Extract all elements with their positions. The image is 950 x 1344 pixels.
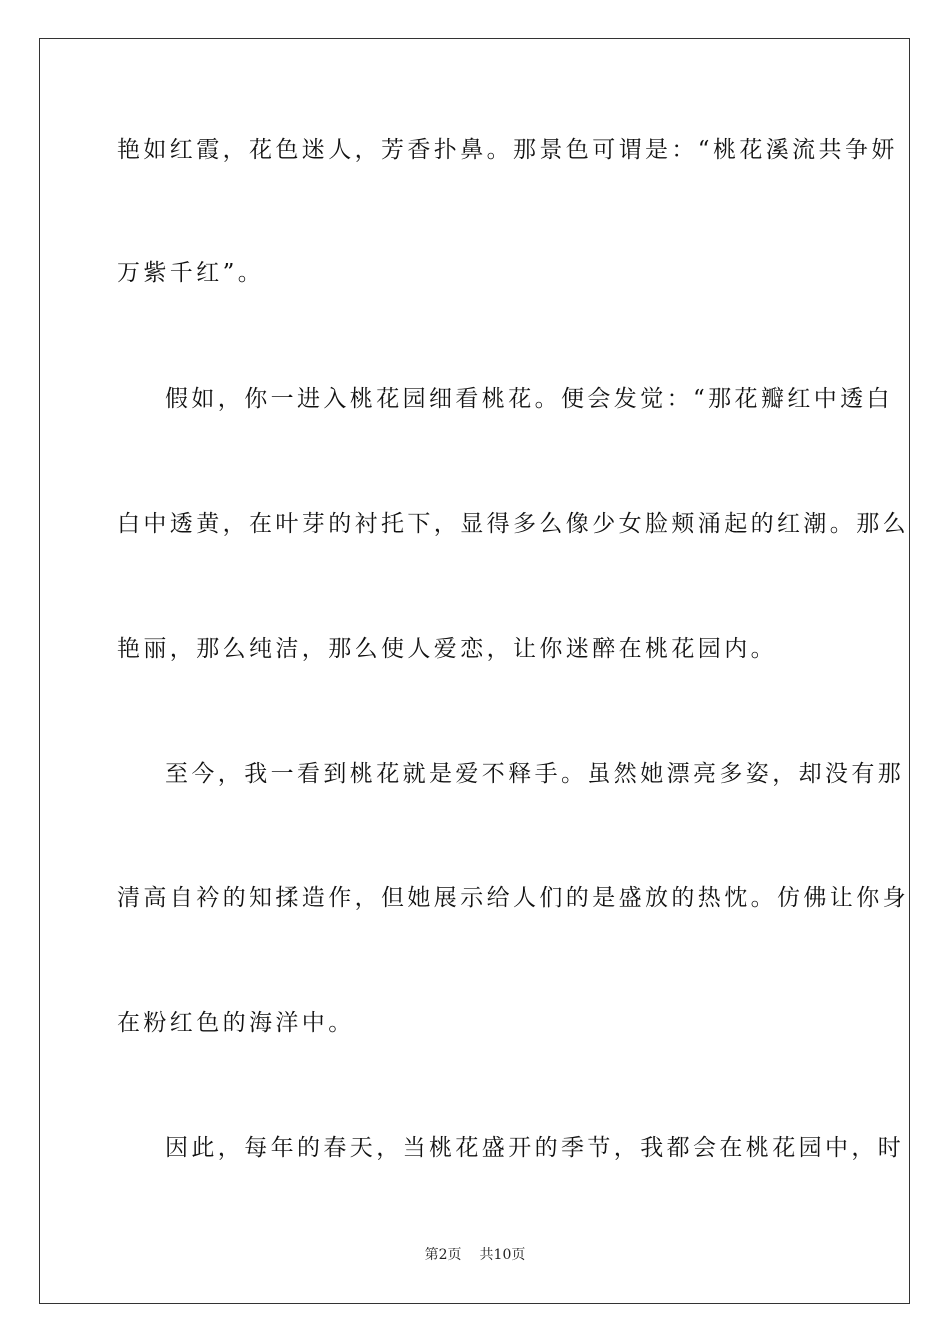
page-footer — [0, 1245, 950, 1265]
text-line-9: 因此，每年的春天，当桃花盛开的季节，我都会在桃花园中，时 — [165, 1135, 905, 1161]
text-line-3: 假如，你一进入桃花园细看桃花。便会发觉：“那花瓣红中透白 — [165, 386, 893, 412]
text-line-1: 艳如红霞，花色迷人，芳香扑鼻。那景色可谓是：“桃花溪流共争妍 — [117, 137, 898, 163]
text-line-6: 至今，我一看到桃花就是爱不释手。虽然她漂亮多姿，却没有那 — [165, 761, 905, 787]
text-line-7: 清高自衿的知揉造作，但她展示给人们的是盛放的热忱。仿佛让你身 — [117, 885, 909, 911]
text-line-4: 白中透黄，在叶芽的衬托下，显得多么像少女脸颊涌起的红潮。那么 — [117, 511, 909, 537]
total-pages: 共10页 — [479, 1247, 526, 1263]
page-frame — [39, 38, 910, 1304]
text-line-5: 艳丽，那么纯洁，那么使人爱恋，让你迷醉在桃花园内。 — [117, 636, 777, 662]
page-number: 第2页 — [424, 1247, 462, 1263]
text-line-8: 在粉红色的海洋中。 — [117, 1010, 355, 1036]
text-line-2: 万紫千红”。 — [117, 260, 265, 286]
